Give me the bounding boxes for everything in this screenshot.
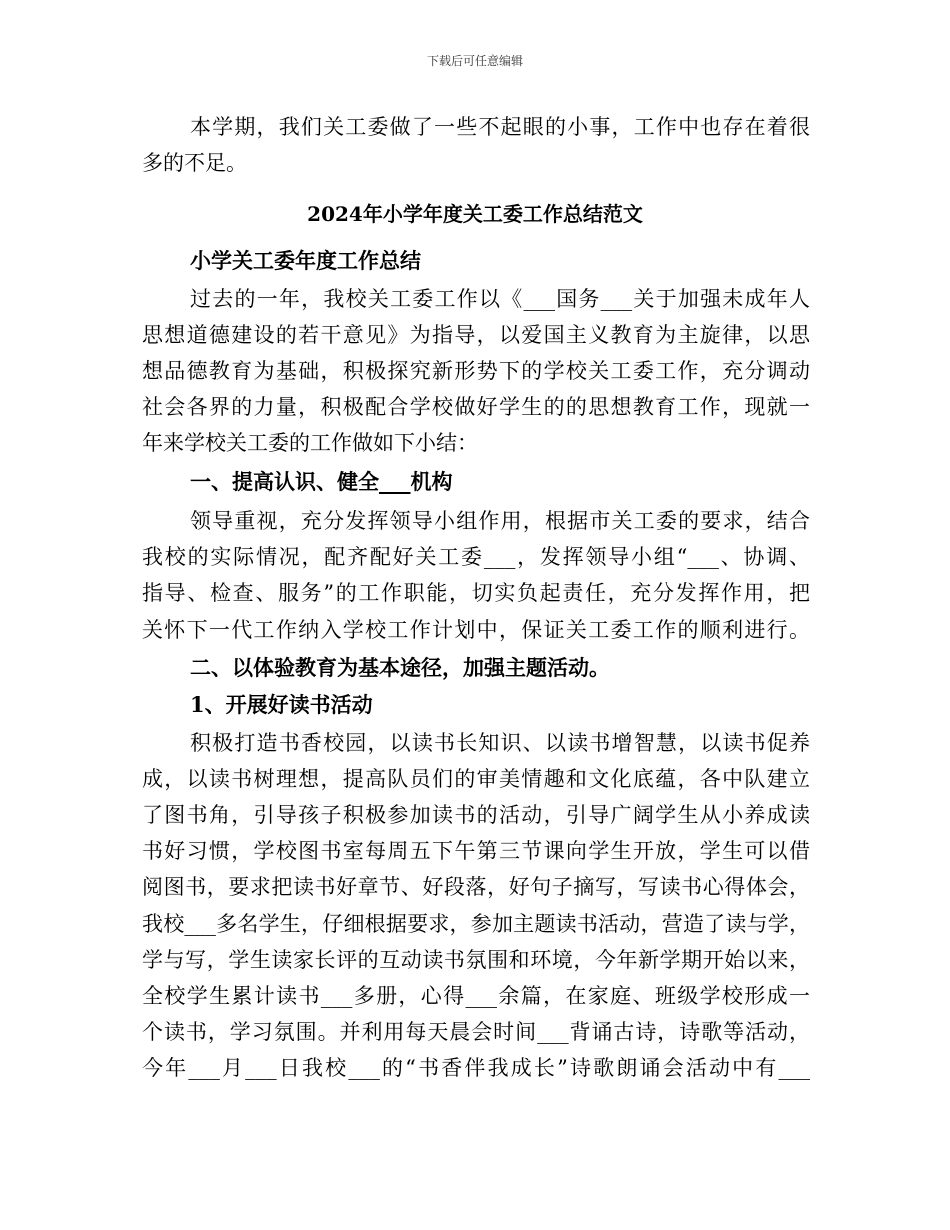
paragraph-line: 积极打造书香校园，以读书长知识、以读书增智慧，以读书促养	[190, 731, 810, 755]
document-title: 2024年小学年度关工委工作总结范文	[307, 202, 643, 226]
paragraph-line: 我校___多名学生，仔细根据要求，参加主题读书活动，营造了读与学，	[142, 912, 810, 936]
paragraph-line: 书好习惯，学校图书室每周五下午第三节课向学生开放，学生可以借	[142, 839, 810, 863]
paragraph-line: 指导、检查、服务”的工作职能，切实负起责任，充分发挥作用，把	[142, 581, 810, 605]
paragraph-line: 阅图书，要求把读书好章节、好段落，好句子摘写，写读书心得体会，	[142, 875, 810, 899]
paragraph-line: 思想道德建设的若干意见》为指导，以爱国主义教育为主旋律，以思	[142, 323, 810, 347]
paragraph-line: 今年___月___日我校___的“书香伴我成长”诗歌朗诵会活动中有___	[142, 1056, 810, 1080]
paragraph-line: 过去的一年，我校关工委工作以《___国务___关于加强未成年人	[190, 287, 810, 311]
paragraph-line: 年来学校关工委的工作做如下小结：	[142, 431, 478, 455]
paragraph-line: 个读书，学习氛围。并利用每天晨会时间___背诵古诗，诗歌等活动，	[142, 1020, 810, 1044]
paragraph-line: 成，以读书树理想，提高队员们的审美情趣和文化底蕴，各中队建立	[142, 767, 810, 791]
paragraph-line: 社会各界的力量，积极配合学校做好学生的的思想教育工作，现就一	[142, 395, 810, 419]
paragraph-line: 学与写，学生读家长评的互动读书氛围和环境，今年新学期开始以来，	[142, 948, 810, 972]
paragraph-line: 我校的实际情况，配齐配好关工委___，发挥领导小组“___、协调、	[142, 545, 810, 569]
paragraph-line: 领导重视，充分发挥领导小组作用，根据市关工委的要求，结合	[190, 509, 810, 533]
paragraph-line: 全校学生累计读书___多册，心得___余篇，在家庭、班级学校形成一	[142, 984, 810, 1008]
paragraph-line: 了图书角，引导孩子积极参加读书的活动，引导广阔学生从小养成读	[142, 803, 810, 827]
section-heading: 一、提高认识、健全___机构	[190, 469, 453, 494]
paragraph-line: 想品德教育为基础，积极探究新形势下的学校关工委工作，充分调动	[142, 359, 810, 383]
paragraph-line: 多的不足。	[142, 151, 247, 175]
paragraph-line: 关怀下一代工作纳入学校工作计划中，保证关工委工作的顺利进行。	[142, 618, 810, 642]
section-heading: 二、以体验教育为基本途径，加强主题活动。	[190, 655, 610, 680]
paragraph-line: 本学期，我们关工委做了一些不起眼的小事，工作中也存在着很	[190, 115, 810, 139]
page-header-note: 下载后可任意编辑	[426, 54, 523, 68]
section-heading: 小学关工委年度工作总结	[190, 248, 421, 273]
subsection-heading: 1、开展好读书活动	[190, 692, 373, 717]
